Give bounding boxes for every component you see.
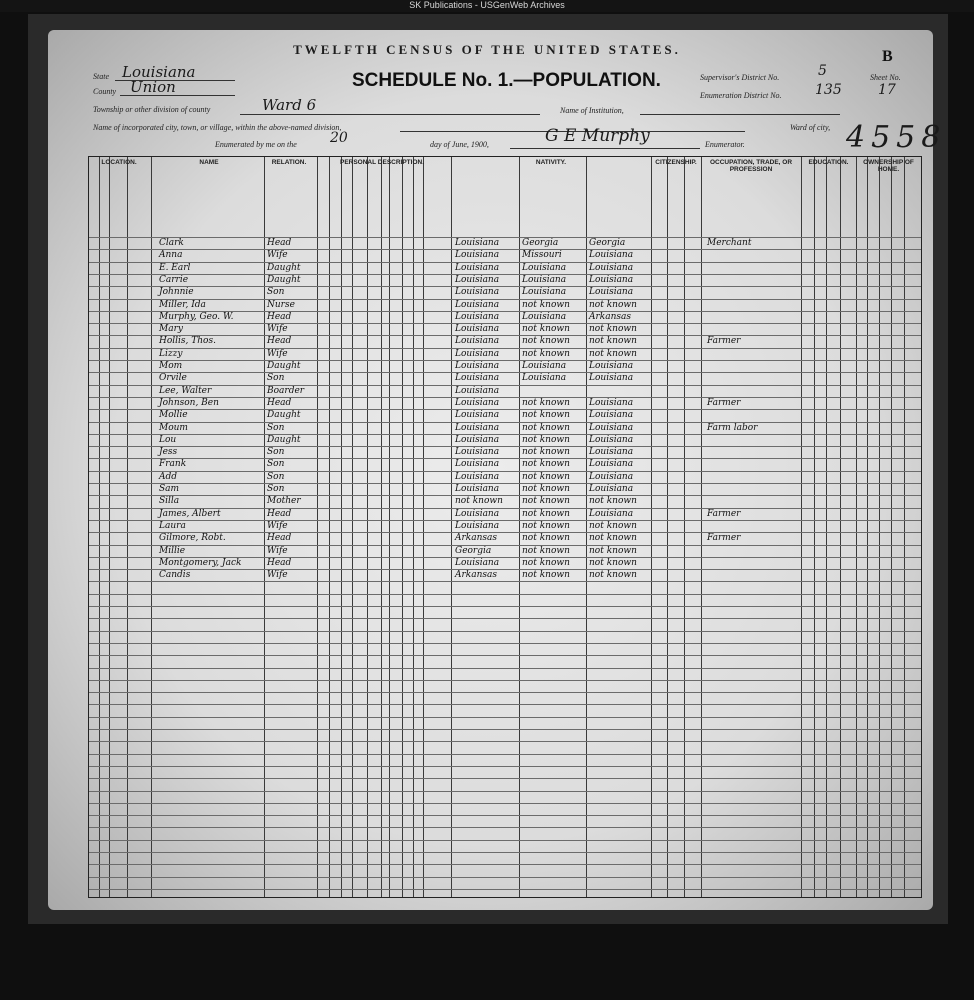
census-title: TWELFTH CENSUS OF THE UNITED STATES. [293, 42, 681, 57]
father-birthplace: Louisiana [522, 311, 567, 322]
father-birthplace: not known [522, 410, 570, 421]
row-rule [89, 680, 921, 681]
person-name: Orvile [159, 373, 187, 384]
person-birthplace: Arkansas [455, 570, 498, 581]
column-rule [826, 157, 827, 897]
column-rule [151, 157, 152, 897]
column-rule [341, 157, 342, 897]
row-rule [89, 495, 921, 496]
person-occupation: Merchant [707, 238, 752, 248]
state-label: State [93, 72, 109, 81]
sheet-value: 17 [878, 82, 896, 98]
archive-banner: SK Publications - USGenWeb Archives [0, 0, 974, 12]
column-rule [651, 157, 652, 897]
mother-birthplace: Louisiana [589, 262, 634, 273]
column-rule [856, 157, 857, 897]
mother-birthplace: Louisiana [589, 397, 634, 408]
ward-label: Ward of city, [790, 123, 831, 132]
state-value: Louisiana [122, 63, 196, 81]
person-relation: Head [267, 336, 292, 347]
father-birthplace: not known [522, 545, 570, 556]
person-relation: Wife [267, 324, 288, 335]
person-name: Hollis, Thos. [159, 336, 216, 347]
row-rule [89, 754, 921, 755]
page-number: 4558 [846, 120, 947, 155]
person-name: Gilmore, Robt. [159, 533, 226, 544]
row-rule [89, 299, 921, 300]
father-birthplace: not known [522, 484, 570, 494]
mother-birthplace: not known [589, 570, 637, 581]
mother-birthplace: Louisiana [589, 410, 634, 421]
person-birthplace: Louisiana [455, 447, 500, 458]
person-relation: Daught [267, 434, 301, 445]
column-rule [451, 157, 452, 897]
person-birthplace: Louisiana [455, 459, 500, 470]
father-birthplace: Missouri [522, 250, 562, 261]
father-birthplace: Louisiana [522, 262, 567, 273]
person-relation: Head [267, 557, 292, 568]
person-birthplace: Louisiana [455, 410, 500, 421]
column-rule [879, 157, 880, 897]
row-rule [89, 815, 921, 816]
mother-birthplace: not known [589, 336, 637, 347]
row-rule [89, 889, 921, 890]
column-rule [840, 157, 841, 897]
mother-birthplace: Georgia [589, 238, 626, 248]
person-name: Murphy, Geo. W. [159, 311, 234, 322]
father-birthplace: Louisiana [522, 361, 567, 371]
mother-birthplace: not known [589, 348, 637, 359]
person-relation: Son [267, 447, 285, 458]
father-birthplace: not known [522, 520, 570, 531]
person-occupation: Farmer [707, 397, 741, 408]
person-relation: Son [267, 471, 285, 482]
person-relation: Daught [267, 274, 301, 285]
person-name: Lou [159, 434, 177, 445]
column-rule [413, 157, 414, 897]
person-name: Lee, Walter [159, 385, 212, 396]
row-rule [89, 594, 921, 595]
person-relation: Mother [267, 496, 301, 507]
person-name: Miller, Ida [159, 299, 206, 310]
person-name: Candis [159, 570, 191, 581]
person-birthplace: Louisiana [455, 336, 500, 347]
column-rule [389, 157, 390, 897]
person-birthplace: Louisiana [455, 250, 500, 261]
row-rule [89, 434, 921, 435]
township-value: Ward 6 [262, 96, 317, 114]
person-relation: Son [267, 287, 285, 298]
father-birthplace: not known [522, 557, 570, 568]
father-birthplace: not known [522, 533, 570, 544]
father-birthplace: not known [522, 397, 570, 408]
enumeration-value: 135 [815, 82, 842, 98]
row-rule [89, 717, 921, 718]
column-rule [352, 157, 353, 897]
mother-birthplace: not known [589, 545, 637, 556]
group-ownership: OWNERSHIP OF HOME. [863, 159, 914, 173]
person-name: Johnnie [159, 287, 194, 298]
group-citizenship: CITIZENSHIP. [655, 159, 697, 166]
row-rule [89, 791, 921, 792]
father-birthplace: not known [522, 434, 570, 445]
person-name: Mollie [159, 410, 188, 421]
person-relation: Son [267, 422, 285, 433]
row-rule [89, 877, 921, 878]
person-name: Moum [159, 422, 188, 433]
person-occupation: Farmer [707, 336, 741, 347]
person-birthplace: not known [455, 496, 503, 507]
column-rule [264, 157, 265, 897]
row-rule [89, 372, 921, 373]
person-name: Frank [159, 459, 187, 470]
mother-birthplace: not known [589, 533, 637, 544]
column-rule [586, 157, 587, 897]
row-rule [89, 385, 921, 386]
row-rule [89, 840, 921, 841]
person-name: Clark [159, 238, 184, 248]
row-rule [89, 704, 921, 705]
person-relation: Wife [267, 250, 288, 261]
mother-birthplace: not known [589, 496, 637, 507]
day-value: 20 [330, 130, 348, 146]
person-relation: Head [267, 508, 292, 519]
row-rule [89, 803, 921, 804]
column-rule [329, 157, 330, 897]
enumerator-value: G E Murphy [545, 126, 650, 146]
column-rule [814, 157, 815, 897]
row-rule [89, 668, 921, 669]
mother-birthplace: Louisiana [589, 274, 634, 285]
person-occupation: Farm labor [707, 422, 758, 433]
person-birthplace: Louisiana [455, 299, 500, 310]
column-rule [667, 157, 668, 897]
row-rule [89, 458, 921, 459]
person-name: Silla [159, 496, 180, 507]
day-label: day of June, 1900, [430, 140, 489, 149]
group-personal: PERSONAL DESCRIPTION. [339, 159, 425, 166]
mother-birthplace: Louisiana [589, 447, 634, 458]
person-birthplace: Georgia [455, 545, 492, 556]
person-name: Add [159, 471, 178, 482]
row-rule [89, 249, 921, 250]
mother-birthplace: Louisiana [589, 250, 634, 261]
mother-birthplace: not known [589, 520, 637, 531]
column-rule [317, 157, 318, 897]
father-birthplace: Louisiana [522, 274, 567, 285]
father-birthplace: not known [522, 508, 570, 519]
person-name: E. Earl [159, 262, 191, 273]
row-rule [89, 262, 921, 263]
person-name: Lizzy [159, 348, 183, 359]
group-relation: RELATION. [271, 159, 307, 166]
father-birthplace: Louisiana [522, 373, 567, 384]
father-birthplace: not known [522, 570, 570, 581]
row-rule [89, 409, 921, 410]
person-name: James, Albert [159, 508, 221, 519]
row-rule [89, 545, 921, 546]
group-location: LOCATION. [101, 159, 137, 166]
sheet-letter: B [882, 48, 893, 65]
row-rule [89, 360, 921, 361]
row-rule [89, 606, 921, 607]
column-rule [381, 157, 382, 897]
row-rule [89, 520, 921, 521]
sheet-label: Sheet No. [870, 73, 901, 82]
person-birthplace: Louisiana [455, 287, 500, 298]
row-rule [89, 692, 921, 693]
census-table [88, 156, 922, 898]
mother-birthplace: Louisiana [589, 373, 634, 384]
row-rule [89, 237, 921, 238]
enumerator-label: Enumerator. [705, 140, 745, 149]
row-rule [89, 766, 921, 767]
person-relation: Wife [267, 348, 288, 359]
row-rule [89, 631, 921, 632]
person-relation: Son [267, 459, 285, 470]
person-occupation: Farmer [707, 533, 741, 544]
column-rule [904, 157, 905, 897]
person-birthplace: Louisiana [455, 385, 500, 396]
person-birthplace: Louisiana [455, 361, 500, 371]
person-relation: Daught [267, 410, 301, 421]
city-label: Name of incorporated city, town, or village, within the above-named division, [93, 123, 342, 132]
row-rule [89, 655, 921, 656]
column-rule [109, 157, 110, 897]
mother-birthplace: Louisiana [589, 434, 634, 445]
person-name: Sam [159, 484, 180, 494]
father-birthplace: not known [522, 348, 570, 359]
father-birthplace: not known [522, 471, 570, 482]
enumeration-label: Enumeration District No. [700, 91, 782, 100]
mother-birthplace: not known [589, 299, 637, 310]
mother-birthplace: not known [589, 557, 637, 568]
person-birthplace: Louisiana [455, 484, 500, 494]
person-relation: Son [267, 484, 285, 494]
person-relation: Daught [267, 262, 301, 273]
column-rule [423, 157, 424, 897]
row-rule [89, 864, 921, 865]
person-occupation: Farmer [707, 508, 741, 519]
column-rule [801, 157, 802, 897]
column-rule [519, 157, 520, 897]
person-relation: Wife [267, 545, 288, 556]
person-name: Millie [159, 545, 186, 556]
person-relation: Wife [267, 520, 288, 531]
person-relation: Son [267, 373, 285, 384]
column-rule [701, 157, 702, 897]
row-rule [89, 422, 921, 423]
person-relation: Head [267, 238, 292, 248]
row-rule [89, 446, 921, 447]
row-rule [89, 581, 921, 582]
father-birthplace: Louisiana [522, 287, 567, 298]
person-birthplace: Louisiana [455, 311, 500, 322]
row-rule [89, 729, 921, 730]
person-birthplace: Louisiana [455, 348, 500, 359]
enumerated-label: Enumerated by me on the [215, 140, 297, 149]
column-rule [127, 157, 128, 897]
mother-birthplace: Louisiana [589, 471, 634, 482]
person-relation: Daught [267, 361, 301, 371]
father-birthplace: not known [522, 496, 570, 507]
person-relation: Wife [267, 570, 288, 581]
group-name: NAME [199, 159, 219, 166]
father-birthplace: Georgia [522, 238, 559, 248]
person-name: Mary [159, 324, 183, 335]
person-relation: Head [267, 311, 292, 322]
column-rule [684, 157, 685, 897]
row-rule [89, 286, 921, 287]
row-rule [89, 483, 921, 484]
person-birthplace: Louisiana [455, 422, 500, 433]
person-birthplace: Louisiana [455, 434, 500, 445]
row-rule [89, 569, 921, 570]
father-birthplace: not known [522, 336, 570, 347]
row-rule [89, 323, 921, 324]
person-birthplace: Louisiana [455, 397, 500, 408]
person-name: Laura [159, 520, 186, 531]
mother-birthplace: Louisiana [589, 361, 634, 371]
person-name: Johnson, Ben [159, 397, 219, 408]
person-birthplace: Louisiana [455, 471, 500, 482]
county-value: Union [130, 78, 176, 96]
mother-birthplace: Arkansas [589, 311, 632, 322]
row-rule [89, 741, 921, 742]
father-birthplace: not known [522, 422, 570, 433]
row-rule [89, 274, 921, 275]
person-birthplace: Louisiana [455, 557, 500, 568]
person-name: Anna [159, 250, 183, 261]
person-relation: Head [267, 397, 292, 408]
row-rule [89, 778, 921, 779]
father-birthplace: not known [522, 459, 570, 470]
supervisor-label: Supervisor's District No. [700, 73, 780, 82]
person-birthplace: Louisiana [455, 520, 500, 531]
group-occupation: OCCUPATION, TRADE, OR PROFESSION [709, 159, 793, 173]
person-birthplace: Louisiana [455, 324, 500, 335]
person-birthplace: Louisiana [455, 508, 500, 519]
schedule-title: SCHEDULE No. 1.—POPULATION. [352, 70, 661, 91]
column-rule [891, 157, 892, 897]
column-rule [367, 157, 368, 897]
mother-birthplace: Louisiana [589, 459, 634, 470]
column-rule [402, 157, 403, 897]
institution-label: Name of Institution, [560, 106, 624, 115]
township-label: Township or other division of county [93, 105, 211, 114]
group-nativity: NATIVITY. [535, 159, 567, 166]
row-rule [89, 348, 921, 349]
person-birthplace: Louisiana [455, 238, 500, 248]
person-name: Mom [159, 361, 183, 371]
column-rule [867, 157, 868, 897]
group-education: EDUCATION. [808, 159, 849, 166]
mother-birthplace: Louisiana [589, 484, 634, 494]
column-rule [99, 157, 100, 897]
row-rule [89, 852, 921, 853]
person-name: Carrie [159, 274, 189, 285]
person-name: Montgomery, Jack [159, 557, 242, 568]
mother-birthplace: Louisiana [589, 287, 634, 298]
row-rule [89, 618, 921, 619]
person-relation: Head [267, 533, 292, 544]
father-birthplace: not known [522, 324, 570, 335]
person-relation: Boarder [267, 385, 305, 396]
father-birthplace: not known [522, 447, 570, 458]
person-name: Jess [159, 447, 178, 458]
person-birthplace: Louisiana [455, 274, 500, 285]
supervisor-value: 5 [818, 63, 827, 79]
person-birthplace: Louisiana [455, 262, 500, 273]
person-relation: Nurse [267, 299, 295, 310]
father-birthplace: not known [522, 299, 570, 310]
person-birthplace: Louisiana [455, 373, 500, 384]
mother-birthplace: Louisiana [589, 508, 634, 519]
person-birthplace: Arkansas [455, 533, 498, 544]
mother-birthplace: not known [589, 324, 637, 335]
row-rule [89, 827, 921, 828]
county-label: County [93, 87, 117, 96]
mother-birthplace: Louisiana [589, 422, 634, 433]
row-rule [89, 471, 921, 472]
row-rule [89, 643, 921, 644]
